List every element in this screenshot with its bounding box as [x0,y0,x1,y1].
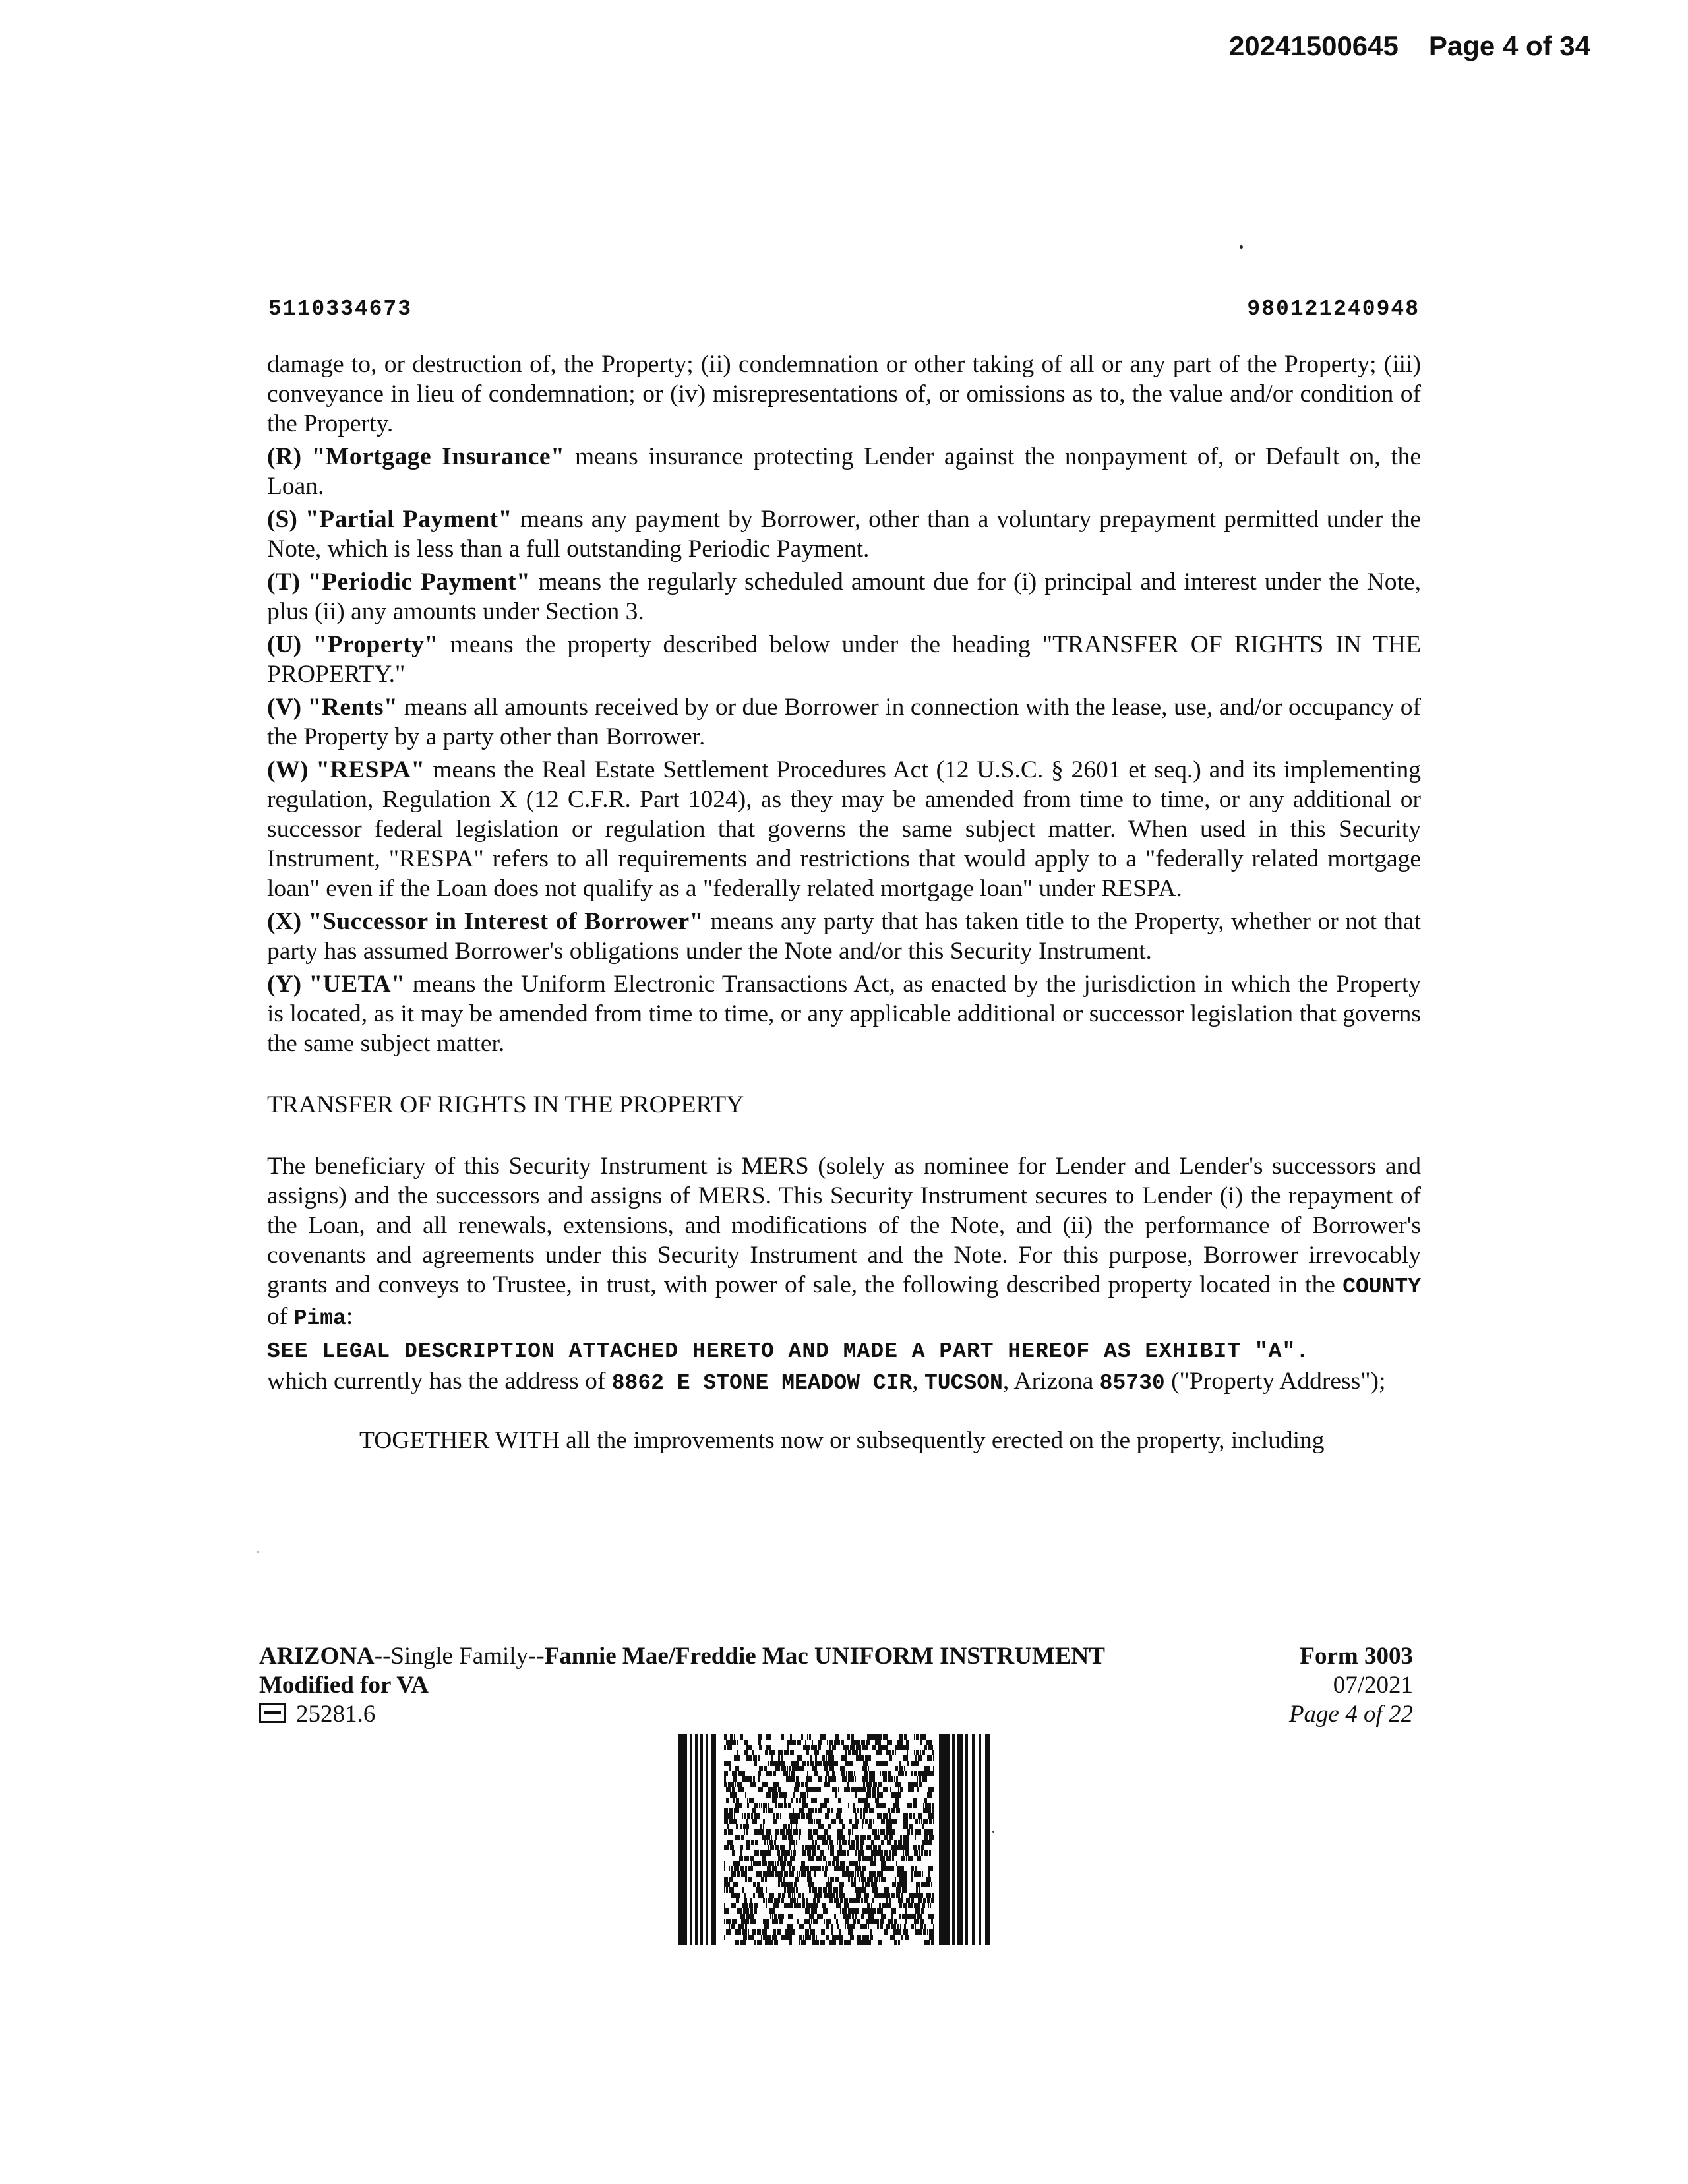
intro-paragraph: damage to, or destruction of, the Property; (ii) condemnation or other taking of all or any part of the Property; (iii) conveyance in lieu of condemnation; or (iv) misrepresentations of, or omissions as to, the value and/or condition of the Property. [267,351,1421,437]
transfer-paragraph [267,1151,1421,1333]
form-doc-code: 25281.6 [296,1701,376,1728]
scan-speck [1240,245,1243,249]
definition-r [267,442,1421,501]
definition-w [267,755,1421,903]
loan-number: 5110334673 [268,297,413,321]
form-instrument: Fannie Mae/Freddie Mac UNIFORM INSTRUMENT [544,1643,1105,1670]
definition-y [267,969,1421,1058]
address-street: 8862 E STONE MEADOW CIR [611,1371,913,1395]
definition-text: means the regularly scheduled amount due for (i) principal and interest under the Note, plus (ii) any amounts under Section 3. [267,568,1421,625]
together-with-paragraph: TOGETHER WITH all the improvements now or subsequently erected on the property, including [359,1427,1325,1454]
definition-text: means any payment by Borrower, other than a voluntary prepayment permitted under the Note, which is less than a full outstanding Periodic Payment. [267,506,1422,562]
address-city: TUCSON [924,1371,1003,1395]
form-title [259,1642,1105,1671]
definition-text: means the Real Estate Settlement Procedures Act (12 U.S.C. § 2601 et seq.) and its implementing regulation, Regulation X (12 C.F.R. Part 1024), as they may be amended from time to time, or any additional or successor federal legislation or regulation that governs the same subject matter. When used in this Security Instrument, "RESPA" refers to all requirements and restrictions that would apply to a "federally related mortgage loan" even if the Loan does not qualify as a "federally related mortgage loan" under RESPA. [267,756,1421,902]
definition-term: "Successor in Interest of Borrower" [308,908,704,935]
definition-term: "Periodic Payment" [307,568,531,595]
definition-letter: (U) [267,631,302,658]
definition-text: means all amounts received by or due Borrower in connection with the lease, use, and/or occupancy of the Property by a party other than Borrower. [267,694,1421,750]
section-heading: TRANSFER OF RIGHTS IN THE PROPERTY [267,1091,744,1118]
definition-v [267,692,1421,752]
transfer-text: The beneficiary of this Security Instrument is MERS (solely as nominee for Lender and Lender's successors and assigns) and the successors and assigns of MERS. This Security Instrument secures to Lender (i) the repayment of the Loan, and all renewals, extensions, and modifications of the Note, and (ii) the performance of Borrower's covenants and agreements under this Security Instrument and the Note. For this purpose, Borrower irrevocably grants and conveys to Trustee, in trust, with power of sale, the following described property located in the [267,1153,1421,1298]
definition-text: means any party that has taken title to the Property, whether or not that party has assumed Borrower's obligations under the Note and/or this Security Instrument. [267,908,1421,965]
definition-text: means the property described below under the heading "TRANSFER OF RIGHTS IN THE PROPERTY." [267,631,1421,688]
definition-x [267,907,1421,966]
address-suffix: ("Property Address"); [1164,1368,1386,1395]
address-state: , Arizona [1002,1368,1100,1395]
definition-term: "Partial Payment" [305,506,512,533]
pdf417-barcode [678,1734,994,1945]
recording-page: Page 4 of 34 [1428,30,1590,61]
ellie-mae-logo-icon [259,1703,286,1723]
loan-reference-numbers [268,297,1420,321]
county-of: of [267,1303,294,1330]
definition-letter: (T) [267,568,300,595]
definition-letter: (V) [267,694,302,721]
form-number: Form 3003 [1300,1643,1413,1670]
county-label: COUNTY [1342,1275,1421,1299]
min-number: 980121240948 [1247,297,1420,321]
definition-u [267,630,1421,689]
form-page: Page 4 of 22 [1288,1701,1413,1728]
form-doc-code-row [259,1700,1105,1729]
definition-letter: (Y) [267,971,302,998]
recording-stamp [1229,30,1590,62]
document-body [267,349,1421,1459]
county-colon: : [346,1303,353,1330]
form-dash: --Single Family-- [374,1643,545,1670]
footer-right [1289,1642,1413,1729]
definition-letter: (R) [267,443,302,470]
recording-number: 20241500645 [1228,30,1399,61]
form-state: ARIZONA [259,1643,375,1670]
scan-speck [257,1551,259,1553]
scan-speck [992,1831,994,1833]
definition-letter: (X) [267,908,302,935]
legal-description: SEE LEGAL DESCRIPTION ATTACHED HERETO AND MADE A PART HEREOF AS EXHIBIT "A". [267,1339,1310,1364]
form-modified: Modified for VA [259,1672,429,1699]
definition-term: "Mortgage Insurance" [311,443,565,470]
definition-text: means the Uniform Electronic Transactions Act, as enacted by the jurisdiction in which the Property is located, as it may be amended from time to time, or any applicable additional or successor legislation that governs the same subject matter. [267,971,1421,1057]
footer-left [259,1642,1105,1729]
definition-letter: (W) [267,756,309,783]
definition-t [267,567,1421,626]
address-comma: , [912,1368,924,1395]
property-address [267,1366,1421,1398]
definition-letter: (S) [267,506,297,533]
definition-term: "RESPA" [316,756,425,783]
definition-text: means insurance protecting Lender against the nonpayment of, or Default on, the Loan. [267,443,1422,500]
definition-s [267,504,1421,564]
county-name: Pima [293,1306,346,1331]
definition-term: "Property" [313,631,438,658]
definition-term: "Rents" [307,694,398,721]
form-date: 07/2021 [1333,1672,1413,1699]
address-zip: 85730 [1099,1371,1165,1395]
definition-term: "UETA" [309,971,406,998]
address-prefix: which currently has the address of [267,1368,612,1395]
